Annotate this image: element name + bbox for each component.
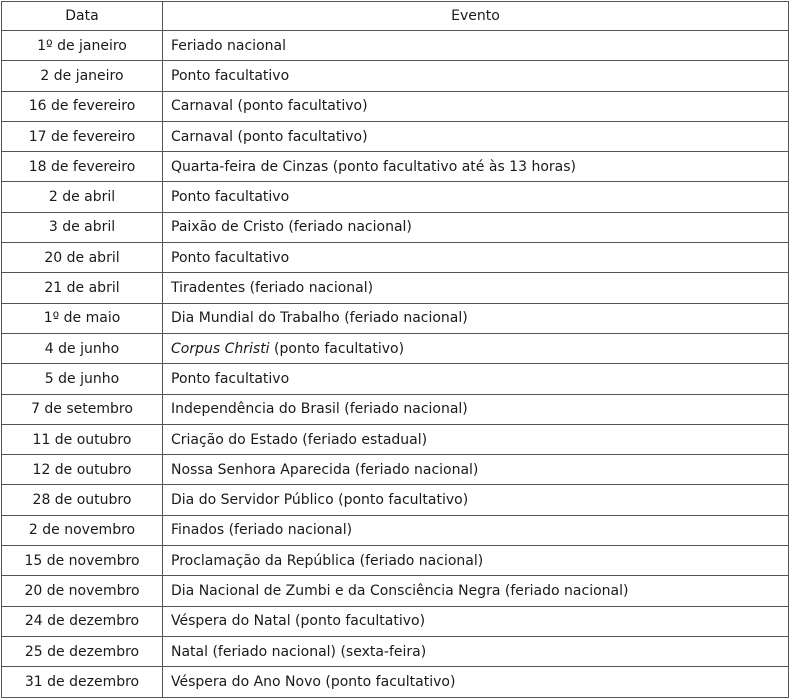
event-cell: Ponto facultativo (163, 364, 789, 394)
event-cell: Ponto facultativo (163, 243, 789, 273)
date-cell: 28 de outubro (2, 485, 163, 515)
date-cell: 31 de dezembro (2, 667, 163, 697)
table-row (2, 243, 789, 273)
date-cell: 11 de outubro (2, 424, 163, 454)
event-text: (ponto facultativo) (269, 340, 405, 357)
table-row (2, 576, 789, 606)
event-cell: Independência do Brasil (feriado nacional) (163, 394, 789, 424)
date-cell: 1º de janeiro (2, 31, 163, 61)
event-cell: Carnaval (ponto facultativo) (163, 91, 789, 121)
date-cell: 3 de abril (2, 212, 163, 242)
table-row (2, 515, 789, 545)
table-row (2, 394, 789, 424)
date-cell: 24 de dezembro (2, 606, 163, 636)
event-cell: Carnaval (ponto facultativo) (163, 121, 789, 151)
header-row (2, 2, 789, 31)
event-cell: Nossa Senhora Aparecida (feriado nacional) (163, 455, 789, 485)
date-cell: 2 de janeiro (2, 61, 163, 91)
event-cell: Paixão de Cristo (feriado nacional) (163, 212, 789, 242)
table-row (2, 364, 789, 394)
event-cell: Criação do Estado (feriado estadual) (163, 424, 789, 454)
date-cell: 16 de fevereiro (2, 91, 163, 121)
event-cell: Finados (feriado nacional) (163, 515, 789, 545)
event-cell: Dia Mundial do Trabalho (feriado nacional) (163, 303, 789, 333)
event-cell: Ponto facultativo (163, 61, 789, 91)
table-row (2, 152, 789, 182)
table-row (2, 273, 789, 303)
date-cell: 7 de setembro (2, 394, 163, 424)
table-row (2, 121, 789, 151)
table-row (2, 61, 789, 91)
event-cell: Quarta-feira de Cinzas (ponto facultativo até às 13 horas) (163, 152, 789, 182)
event-cell: Véspera do Ano Novo (ponto facultativo) (163, 667, 789, 697)
date-cell: 2 de novembro (2, 515, 163, 545)
table-row (2, 546, 789, 576)
date-cell: 1º de maio (2, 303, 163, 333)
date-cell: 12 de outubro (2, 455, 163, 485)
date-cell: 4 de junho (2, 333, 163, 363)
table-row (2, 333, 789, 363)
event-cell: Feriado nacional (163, 31, 789, 61)
event-cell (163, 333, 789, 363)
date-cell: 25 de dezembro (2, 636, 163, 666)
event-cell: Proclamação da República (feriado nacional) (163, 546, 789, 576)
table-row (2, 303, 789, 333)
event-cell: Dia do Servidor Público (ponto facultativo) (163, 485, 789, 515)
date-cell: 20 de abril (2, 243, 163, 273)
table-row (2, 31, 789, 61)
table-row (2, 636, 789, 666)
date-cell: 2 de abril (2, 182, 163, 212)
date-cell: 17 de fevereiro (2, 121, 163, 151)
table-row (2, 606, 789, 636)
date-cell: 15 de novembro (2, 546, 163, 576)
event-cell: Ponto facultativo (163, 182, 789, 212)
header-event: Evento (163, 2, 789, 31)
table-row (2, 667, 789, 697)
table-row (2, 485, 789, 515)
event-cell: Natal (feriado nacional) (sexta-feira) (163, 636, 789, 666)
event-cell: Véspera do Natal (ponto facultativo) (163, 606, 789, 636)
event-cell: Tiradentes (feriado nacional) (163, 273, 789, 303)
date-cell: 5 de junho (2, 364, 163, 394)
date-cell: 20 de novembro (2, 576, 163, 606)
event-italic-text: Corpus Christi (171, 340, 270, 357)
table-row (2, 91, 789, 121)
table-row (2, 455, 789, 485)
holiday-table (1, 1, 789, 698)
date-cell: 21 de abril (2, 273, 163, 303)
table-row (2, 212, 789, 242)
date-cell: 18 de fevereiro (2, 152, 163, 182)
event-cell: Dia Nacional de Zumbi e da Consciência Negra (feriado nacional) (163, 576, 789, 606)
table-row (2, 182, 789, 212)
table-row (2, 424, 789, 454)
header-date: Data (2, 2, 163, 31)
